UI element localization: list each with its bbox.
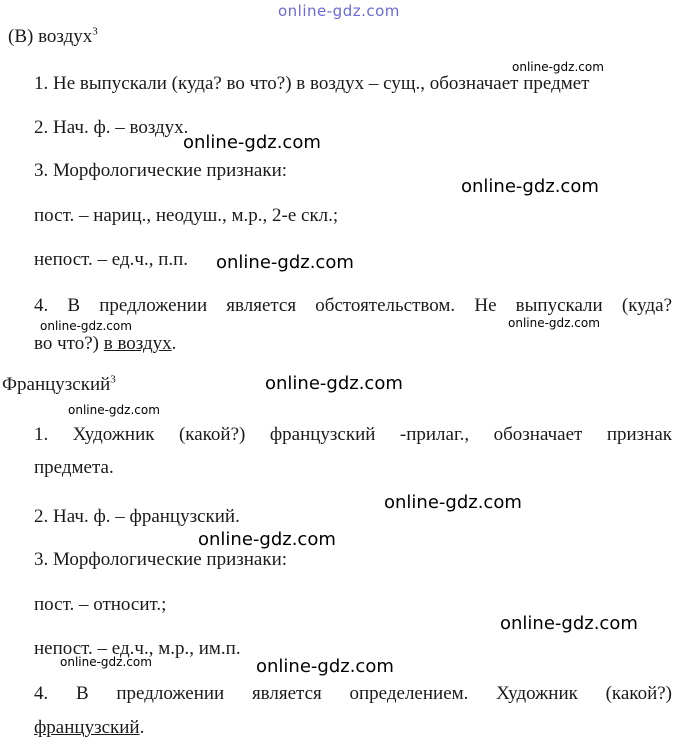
watermark-5: online-gdz.com [508, 316, 600, 330]
watermark-11: online-gdz.com [500, 613, 638, 634]
section1-heading-sup: 3 [92, 25, 98, 38]
watermark-9: online-gdz.com [384, 492, 522, 513]
section2-line8 [34, 717, 144, 739]
watermark-4: online-gdz.com [216, 252, 354, 273]
watermark-13: online-gdz.com [256, 656, 394, 677]
section2-line5: пост. – относит.; [34, 594, 167, 615]
section1-line7-post: . [171, 333, 177, 354]
section1-heading [8, 26, 98, 48]
section1-line2: 2. Нач. ф. – воздух. [34, 117, 189, 138]
watermark-8: online-gdz.com [68, 403, 160, 417]
watermark-1: online-gdz.com [512, 60, 604, 74]
watermark-6: online-gdz.com [40, 319, 132, 333]
section2-heading-text: Французский [2, 374, 111, 395]
section1-line4: пост. – нариц., неодуш., м.р., 2-е скл.; [34, 205, 339, 226]
section1-line5: непост. – ед.ч., п.п. [34, 249, 189, 270]
section2-line1: 1. Художник (какой?) французский -прилаг., обозначает признак [34, 424, 672, 445]
section2-line7: 4. В предложении является определением. Художник (какой?) [34, 683, 672, 704]
section2-heading [2, 374, 116, 396]
section1-line7 [34, 333, 176, 355]
watermark-10: online-gdz.com [198, 529, 336, 550]
section1-line3: 3. Морфологические признаки: [34, 160, 288, 181]
watermark-2: online-gdz.com [183, 132, 321, 153]
section2-line6: непост. – ед.ч., м.р., им.п. [34, 638, 241, 659]
section1-line1: 1. Не выпускали (куда? во что?) в воздух – сущ., обозначает предмет [34, 73, 590, 94]
section2-line8-post: . [139, 717, 145, 738]
section2-line2: предмета. [34, 457, 114, 478]
section2-heading-sup: 3 [110, 373, 116, 386]
section1-heading-text: (В) воздух [8, 26, 93, 47]
watermark-12: online-gdz.com [60, 655, 152, 669]
section1-line7-pre: во что?) [34, 333, 104, 354]
watermark-top: online-gdz.com [278, 2, 400, 20]
watermark-7: online-gdz.com [265, 373, 403, 394]
section2-line3: 2. Нач. ф. – французский. [34, 506, 240, 527]
section1-line6: 4. В предложении является обстоятельством. Не выпускали (куда? [34, 295, 672, 316]
section2-line8-underlined: французский [34, 717, 140, 738]
section1-line7-underlined: в воздух [103, 333, 172, 354]
section2-line4: 3. Морфологические признаки: [34, 549, 288, 570]
watermark-3: online-gdz.com [461, 176, 599, 197]
